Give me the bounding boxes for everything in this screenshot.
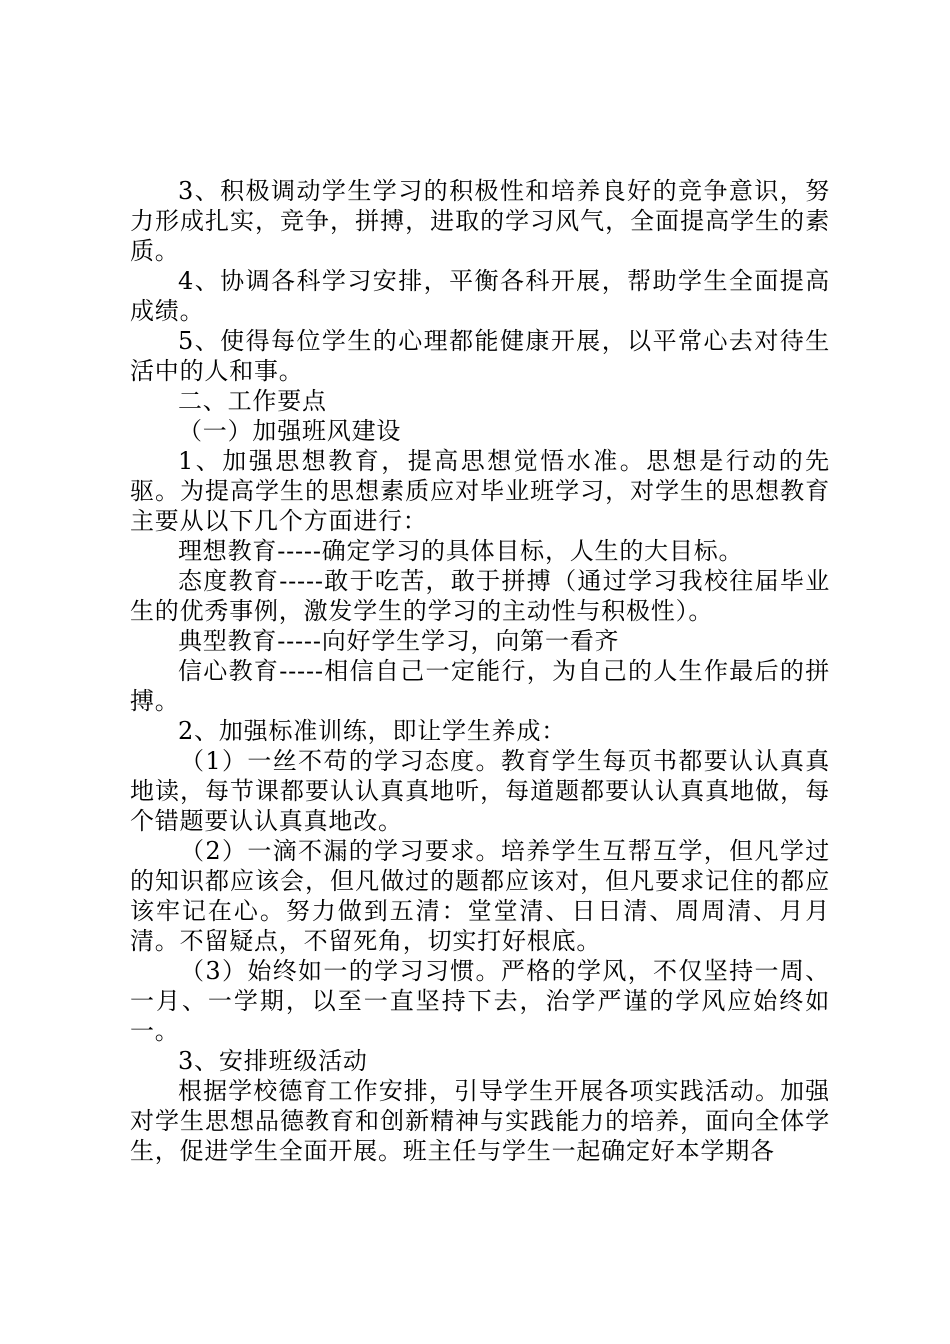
section-heading-work-points: 二、工作要点 xyxy=(178,387,327,415)
paragraph-goal-3: 3、积极调动学生学习的积极性和培养良好的竞争意识，努力形成扎实，竞争，拼搏，进取的学习风气，全面提高学生的素质。 xyxy=(130,177,830,265)
paragraph-class-activities-heading: 3、安排班级活动 xyxy=(178,1047,368,1075)
paragraph-attitude-education: 态度教育-----敢于吃苦，敢于拼搏（通过学习我校往届毕业生的优秀事例，激发学生的学习的主动性与积极性）。 xyxy=(130,567,830,625)
paragraph-goal-4: 4、协调各科学习安排，平衡各科开展，帮助学生全面提高成绩。 xyxy=(130,267,830,325)
paragraph-class-activities: 根据学校德育工作安排，引导学生开展各项实践活动。加强对学生思想品德教育和创新精神与实践能力的培养，面向全体学生，促进学生全面开展。班主任与学生一起确定好本学期各 xyxy=(130,1077,830,1165)
paragraph-training-item-1: （1）一丝不苟的学习态度。教育学生每页书都要认认真真地读，每节课都要认认真真地听，每道题都要认认真真地做，每个错题要认认真真地改。 xyxy=(130,747,830,835)
subsection-heading-class-style: （一）加强班风建设 xyxy=(178,417,402,445)
document-page xyxy=(130,176,830,1166)
paragraph-training-item-3: （3）始终如一的学习习惯。严格的学风，不仅坚持一周、一月、一学期，以至一直坚持下去，治学严谨的学风应始终如一。 xyxy=(130,957,830,1045)
paragraph-standard-training: 2、加强标准训练，即让学生养成： xyxy=(178,717,567,745)
paragraph-confidence-education: 信心教育-----相信自己一定能行，为自己的人生作最后的拼搏。 xyxy=(130,657,830,715)
paragraph-ideological-education: 1、加强思想教育，提高思想觉悟水准。思想是行动的先驱。为提高学生的思想素质应对毕业班学习，对学生的思想教育主要从以下几个方面进行： xyxy=(130,447,830,535)
paragraph-goal-5: 5、使得每位学生的心理都能健康开展，以平常心去对待生活中的人和事。 xyxy=(130,327,830,385)
paragraph-training-item-2: （2）一滴不漏的学习要求。培养学生互帮互学，但凡学过的知识都应该会，但凡做过的题都应该对，但凡要求记住的都应该牢记在心。努力做到五清：堂堂清、日日清、周周清、月月清。不留疑点，不留死角，切实打好根底。 xyxy=(130,837,830,955)
paragraph-model-education: 典型教育-----向好学生学习，向第一看齐 xyxy=(178,627,620,655)
paragraph-ideal-education: 理想教育-----确定学习的具体目标，人生的大目标。 xyxy=(178,537,744,565)
